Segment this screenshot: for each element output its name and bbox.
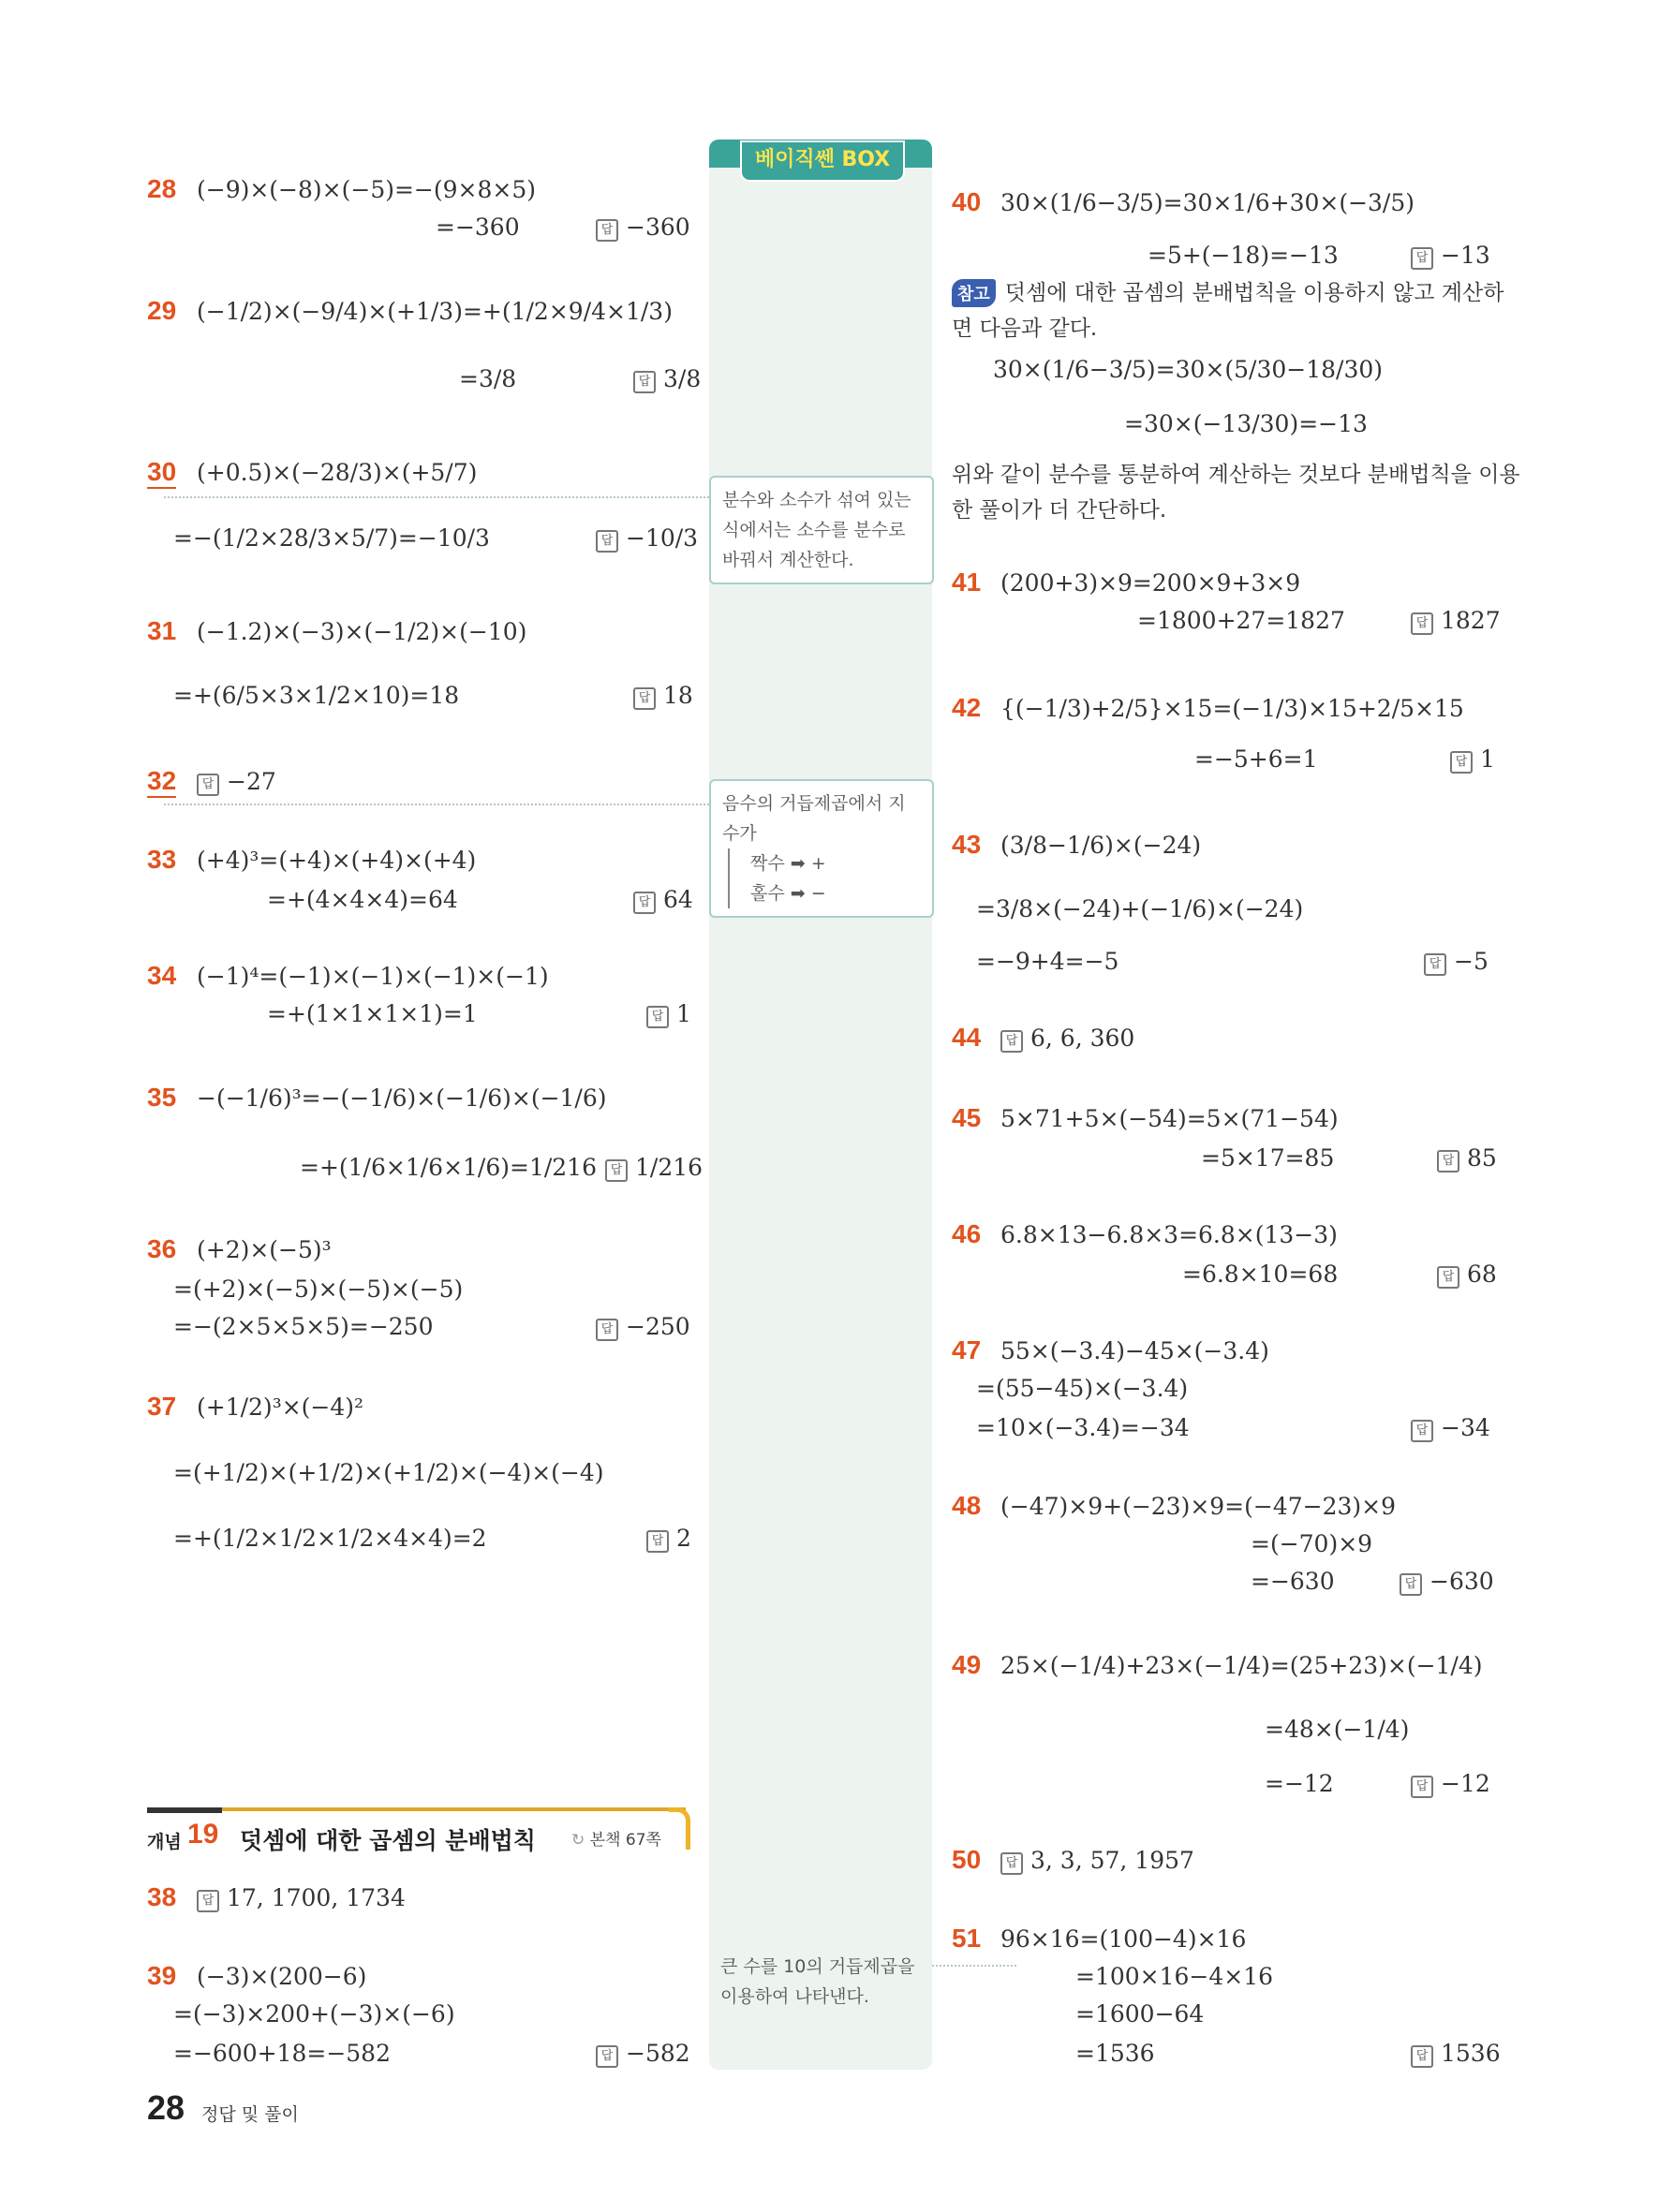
answer-icon: 답 [197, 1890, 219, 1912]
solution-line: =+(1/2×1/2×1/2×4×4)=2 [173, 1525, 487, 1552]
answer: 답 −360 [596, 214, 690, 242]
page-number: 28 [147, 2088, 185, 2127]
answer-icon: 답 [1411, 1420, 1433, 1442]
solution-line: =−9+4=−5 [976, 948, 1119, 975]
answer: 답 2 [646, 1525, 691, 1553]
solution-line: (−1.2)×(−3)×(−1/2)×(−10) [197, 618, 527, 645]
section-rule-accent [147, 1807, 222, 1813]
solution-line: (+2)×(−5)³ [197, 1236, 332, 1263]
solution-line: =10×(−3.4)=−34 [976, 1414, 1190, 1441]
solution-line: (+0.5)×(−28/3)×(+5/7) [197, 459, 478, 486]
problem-number: 29 [147, 296, 177, 325]
answer: 답 −10/3 [596, 524, 698, 553]
solution-line: =100×16−4×16 [1075, 1963, 1274, 1990]
answer-icon: 답 [1450, 751, 1473, 774]
answer: 답 1 [646, 1000, 691, 1028]
answer: 답 18 [633, 682, 693, 710]
answer: 답 1827 [1411, 607, 1501, 635]
refresh-icon: ↻ [571, 1831, 585, 1850]
solution-line: =−5+6=1 [1194, 745, 1318, 773]
answer: 답 85 [1437, 1144, 1497, 1172]
problem-number: 36 [147, 1234, 177, 1263]
answer-icon: 답 [633, 687, 656, 710]
solution-line: =(+2)×(−5)×(−5)×(−5) [173, 1276, 464, 1303]
answer: 답 1 [1450, 745, 1495, 774]
problem-number: 41 [952, 568, 982, 597]
answer-icon: 답 [1411, 612, 1433, 635]
note-fraction-decimal: 분수와 소수가 섞여 있는 식에서는 소수를 분수로 바꿔서 계산한다. [709, 476, 934, 584]
answer: 답 1/216 [605, 1154, 703, 1182]
problem-number: 37 [147, 1392, 177, 1421]
solution-line: =5+(−18)=−13 [1148, 242, 1339, 269]
problem-number: 30 [147, 457, 176, 489]
problem-number: 46 [952, 1219, 982, 1248]
problem-number: 33 [147, 845, 177, 874]
reference-math: 30×(1/6−3/5)=30×(5/30−18/30) [993, 356, 1384, 383]
solution-line: (−1/2)×(−9/4)×(+1/3)=+(1/2×9/4×1/3) [197, 298, 673, 325]
problem-number: 50 [952, 1845, 982, 1874]
problem-number: 49 [952, 1650, 982, 1679]
solution-line: (3/8−1/6)×(−24) [1000, 832, 1202, 859]
solution-line: =+(6/5×3×1/2×10)=18 [173, 682, 460, 709]
reference-line2: 면 다음과 같다. [952, 317, 1098, 341]
solution-line: =−12 [1265, 1770, 1334, 1797]
solution-line: =+(1×1×1×1)=1 [267, 1000, 478, 1027]
problem-number: 40 [952, 187, 982, 216]
answer: 답 3/8 [633, 365, 701, 393]
solution-line: =+(4×4×4)=64 [267, 886, 458, 913]
problem-number: 34 [147, 961, 177, 990]
solution-line: =−600+18=−582 [173, 2040, 391, 2067]
solution-line: =48×(−1/4) [1265, 1716, 1410, 1743]
solution-line: (−9)×(−8)×(−5)=−(9×8×5) [197, 176, 536, 203]
note-leader [932, 1965, 1016, 1967]
section-title: 덧셈에 대한 곱셈의 분배법칙 [240, 1827, 536, 1854]
note-even: 짝수 ➡ + [728, 848, 921, 878]
solution-line: =(−70)×9 [1251, 1530, 1373, 1557]
solution-line: =−360 [436, 214, 520, 241]
problem-number: 44 [952, 1023, 982, 1052]
problem-number: 45 [952, 1103, 982, 1132]
problem-number: 28 [147, 174, 177, 203]
answer-icon: 답 [633, 892, 656, 914]
basic-box-column [709, 155, 932, 2070]
answer: 답 −27 [197, 768, 276, 796]
solution-line: =6.8×10=68 [1182, 1261, 1339, 1288]
problem-number: 43 [952, 830, 982, 859]
answer: 답 −5 [1424, 948, 1489, 976]
solution-line: =3/8×(−24)+(−1/6)×(−24) [976, 895, 1304, 922]
solution-line: 6.8×13−6.8×3=6.8×(13−3) [1000, 1221, 1338, 1248]
reference-line3: 위와 같이 분수를 통분하여 계산하는 것보다 분배법칙을 이용 [952, 463, 1520, 487]
solution-line: (+4)³=(+4)×(+4)×(+4) [197, 847, 477, 874]
solution-line: =−(1/2×28/3×5/7)=−10/3 [173, 524, 490, 552]
answer-icon: 답 [197, 774, 219, 796]
answer: 답 1536 [1411, 2040, 1501, 2068]
problem-number: 31 [147, 616, 177, 645]
solution-line: (+1/2)³×(−4)² [197, 1394, 364, 1421]
problem-number: 51 [952, 1924, 982, 1953]
solution-line: =5×17=85 [1201, 1144, 1335, 1172]
answer-icon: 답 [1424, 953, 1446, 976]
section-ref: ↻ 본책 67쪽 [571, 1831, 661, 1850]
solution-line: 96×16=(100−4)×16 [1000, 1925, 1247, 1953]
solution-line: =(+1/2)×(+1/2)×(+1/2)×(−4)×(−4) [173, 1459, 604, 1486]
section-number: 19 [187, 1819, 219, 1850]
answer-icon: 답 [1000, 1030, 1023, 1053]
answer-icon: 답 [1437, 1266, 1459, 1289]
answer: 답 6, 6, 360 [1000, 1025, 1134, 1053]
answer: 답 3, 3, 57, 1957 [1000, 1847, 1194, 1875]
solution-line: =(55−45)×(−3.4) [976, 1375, 1189, 1402]
note-negative-power: 음수의 거듭제곱에서 지수가 짝수 ➡ + 홀수 ➡ − [709, 779, 934, 918]
solution-line: 30×(1/6−3/5)=30×1/6+30×(−3/5) [1000, 189, 1415, 216]
section-label: 개념 [147, 1832, 182, 1852]
answer-icon: 답 [1437, 1150, 1459, 1172]
answer: 답 −582 [596, 2040, 690, 2068]
answer-icon: 답 [596, 530, 618, 553]
solution-line: =1600−64 [1075, 2000, 1205, 2028]
reference-line4: 한 풀이가 더 간단하다. [952, 498, 1167, 523]
problem-number: 47 [952, 1335, 982, 1364]
answer: 답 −630 [1400, 1568, 1494, 1596]
answer-icon: 답 [646, 1006, 669, 1028]
answer: 답 −34 [1411, 1414, 1490, 1442]
problem-number: 35 [147, 1083, 177, 1112]
solution-line: (−3)×(200−6) [197, 1963, 367, 1990]
section-rule [147, 1807, 686, 1811]
solution-line: =1800+27=1827 [1137, 607, 1345, 634]
answer-icon: 답 [605, 1159, 628, 1182]
note-power-of-ten: 큰 수를 10의 거듭제곱을 이용하여 나타낸다. [720, 1956, 915, 2007]
answer-icon: 답 [596, 219, 618, 242]
basic-box-tab [740, 140, 905, 182]
answer: 답 −13 [1411, 242, 1490, 270]
solution-line: (200+3)×9=200×9+3×9 [1000, 569, 1301, 597]
answer-icon: 답 [646, 1530, 669, 1553]
answer: 답 17, 1700, 1734 [197, 1884, 406, 1912]
answer-icon: 답 [1411, 247, 1433, 270]
solution-line: =(−3)×200+(−3)×(−6) [173, 2000, 455, 2028]
solution-line: −(−1/6)³=−(−1/6)×(−1/6)×(−1/6) [197, 1084, 607, 1112]
solution-line: 25×(−1/4)+23×(−1/4)=(25+23)×(−1/4) [1000, 1652, 1483, 1679]
reference-line1: 참고 덧셈에 대한 곱셈의 분배법칙을 이용하지 않고 계산하 [952, 275, 1503, 307]
answer-icon: 답 [633, 371, 656, 393]
reference-math: =30×(−13/30)=−13 [1124, 410, 1368, 437]
note-leader [164, 496, 709, 498]
solution-line: =−(2×5×5×5)=−250 [173, 1313, 434, 1340]
solution-line: =+(1/6×1/6×1/6)=1/216 [300, 1154, 597, 1181]
problem-number: 48 [952, 1491, 982, 1520]
answer-icon: 답 [1411, 2045, 1433, 2068]
solution-line: {(−1/3)+2/5}×15=(−1/3)×15+2/5×15 [1000, 695, 1464, 722]
reference-tag: 참고 [952, 279, 996, 307]
solution-line: (−47)×9+(−23)×9=(−47−23)×9 [1000, 1493, 1397, 1520]
note-leader [164, 804, 709, 805]
answer: 답 −250 [596, 1313, 690, 1341]
basic-box-title: 베이직쎈 BOX [754, 148, 891, 171]
answer-icon: 답 [1400, 1573, 1422, 1596]
problem-number: 38 [147, 1882, 177, 1911]
answer: 답 −12 [1411, 1770, 1490, 1798]
page-footer-text: 정답 및 풀이 [201, 2104, 299, 2125]
answer-icon: 답 [596, 2045, 618, 2068]
answer: 답 64 [633, 886, 693, 914]
answer: 답 68 [1437, 1261, 1497, 1289]
problem-number: 42 [952, 693, 982, 722]
solution-line: =3/8 [459, 365, 517, 392]
solution-line: 55×(−3.4)−45×(−3.4) [1000, 1337, 1269, 1364]
problem-number: 32 [147, 766, 176, 798]
section-corner [669, 1807, 690, 1850]
note-odd: 홀수 ➡ − [728, 878, 921, 908]
answer-icon: 답 [596, 1319, 618, 1341]
solution-line: 5×71+5×(−54)=5×(71−54) [1000, 1105, 1339, 1132]
answer-icon: 답 [1000, 1852, 1023, 1875]
solution-line: =1536 [1075, 2040, 1155, 2067]
answer-icon: 답 [1411, 1776, 1433, 1798]
solution-line: (−1)⁴=(−1)×(−1)×(−1)×(−1) [197, 963, 549, 990]
solution-line: =−630 [1251, 1568, 1335, 1595]
problem-number: 39 [147, 1961, 177, 1990]
